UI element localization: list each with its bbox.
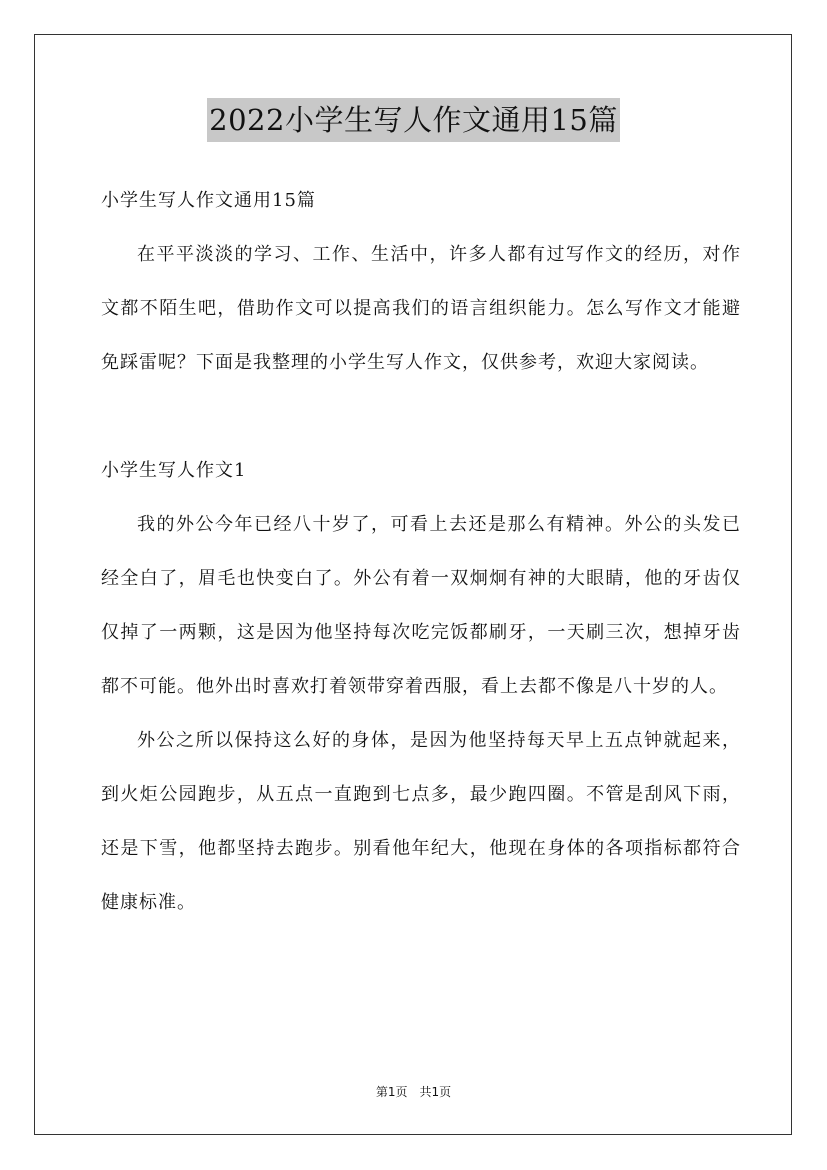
document-body <box>101 174 741 930</box>
intro-paragraph: 在平平淡淡的学习、工作、生活中，许多人都有过写作文的经历，对作文都不陌生吧，借助作文可以提高我们的语言组织能力。怎么写作文才能避免踩雷呢？下面是我整理的小学生写人作文，仅供参考，欢迎大家阅读。 <box>101 244 741 373</box>
document-subtitle: 小学生写人作文通用15篇 <box>101 190 316 211</box>
title-container <box>0 98 827 142</box>
document-title: 2022小学生写人作文通用15篇 <box>207 98 620 142</box>
blank-line <box>101 390 741 444</box>
section-heading: 小学生写人作文1 <box>101 460 247 481</box>
page-number-footer: 第1页 共1页 <box>375 1085 452 1099</box>
body-paragraph: 我的外公今年已经八十岁了，可看上去还是那么有精神。外公的头发已经全白了，眉毛也快变白了。外公有着一双炯炯有神的大眼睛，他的牙齿仅仅掉了一两颗，这是因为他坚持每次吃完饭都刷牙，一天刷三次，想掉牙齿都不可能。他外出时喜欢打着领带穿着西服，看上去都不像是八十岁的人。 <box>101 514 741 697</box>
body-paragraph: 外公之所以保持这么好的身体，是因为他坚持每天早上五点钟就起来，到火炬公园跑步，从五点一直跑到七点多，最少跑四圈。不管是刮风下雨，还是下雪，他都坚持去跑步。别看他年纪大，他现在身体的各项指标都符合健康标准。 <box>101 730 741 913</box>
